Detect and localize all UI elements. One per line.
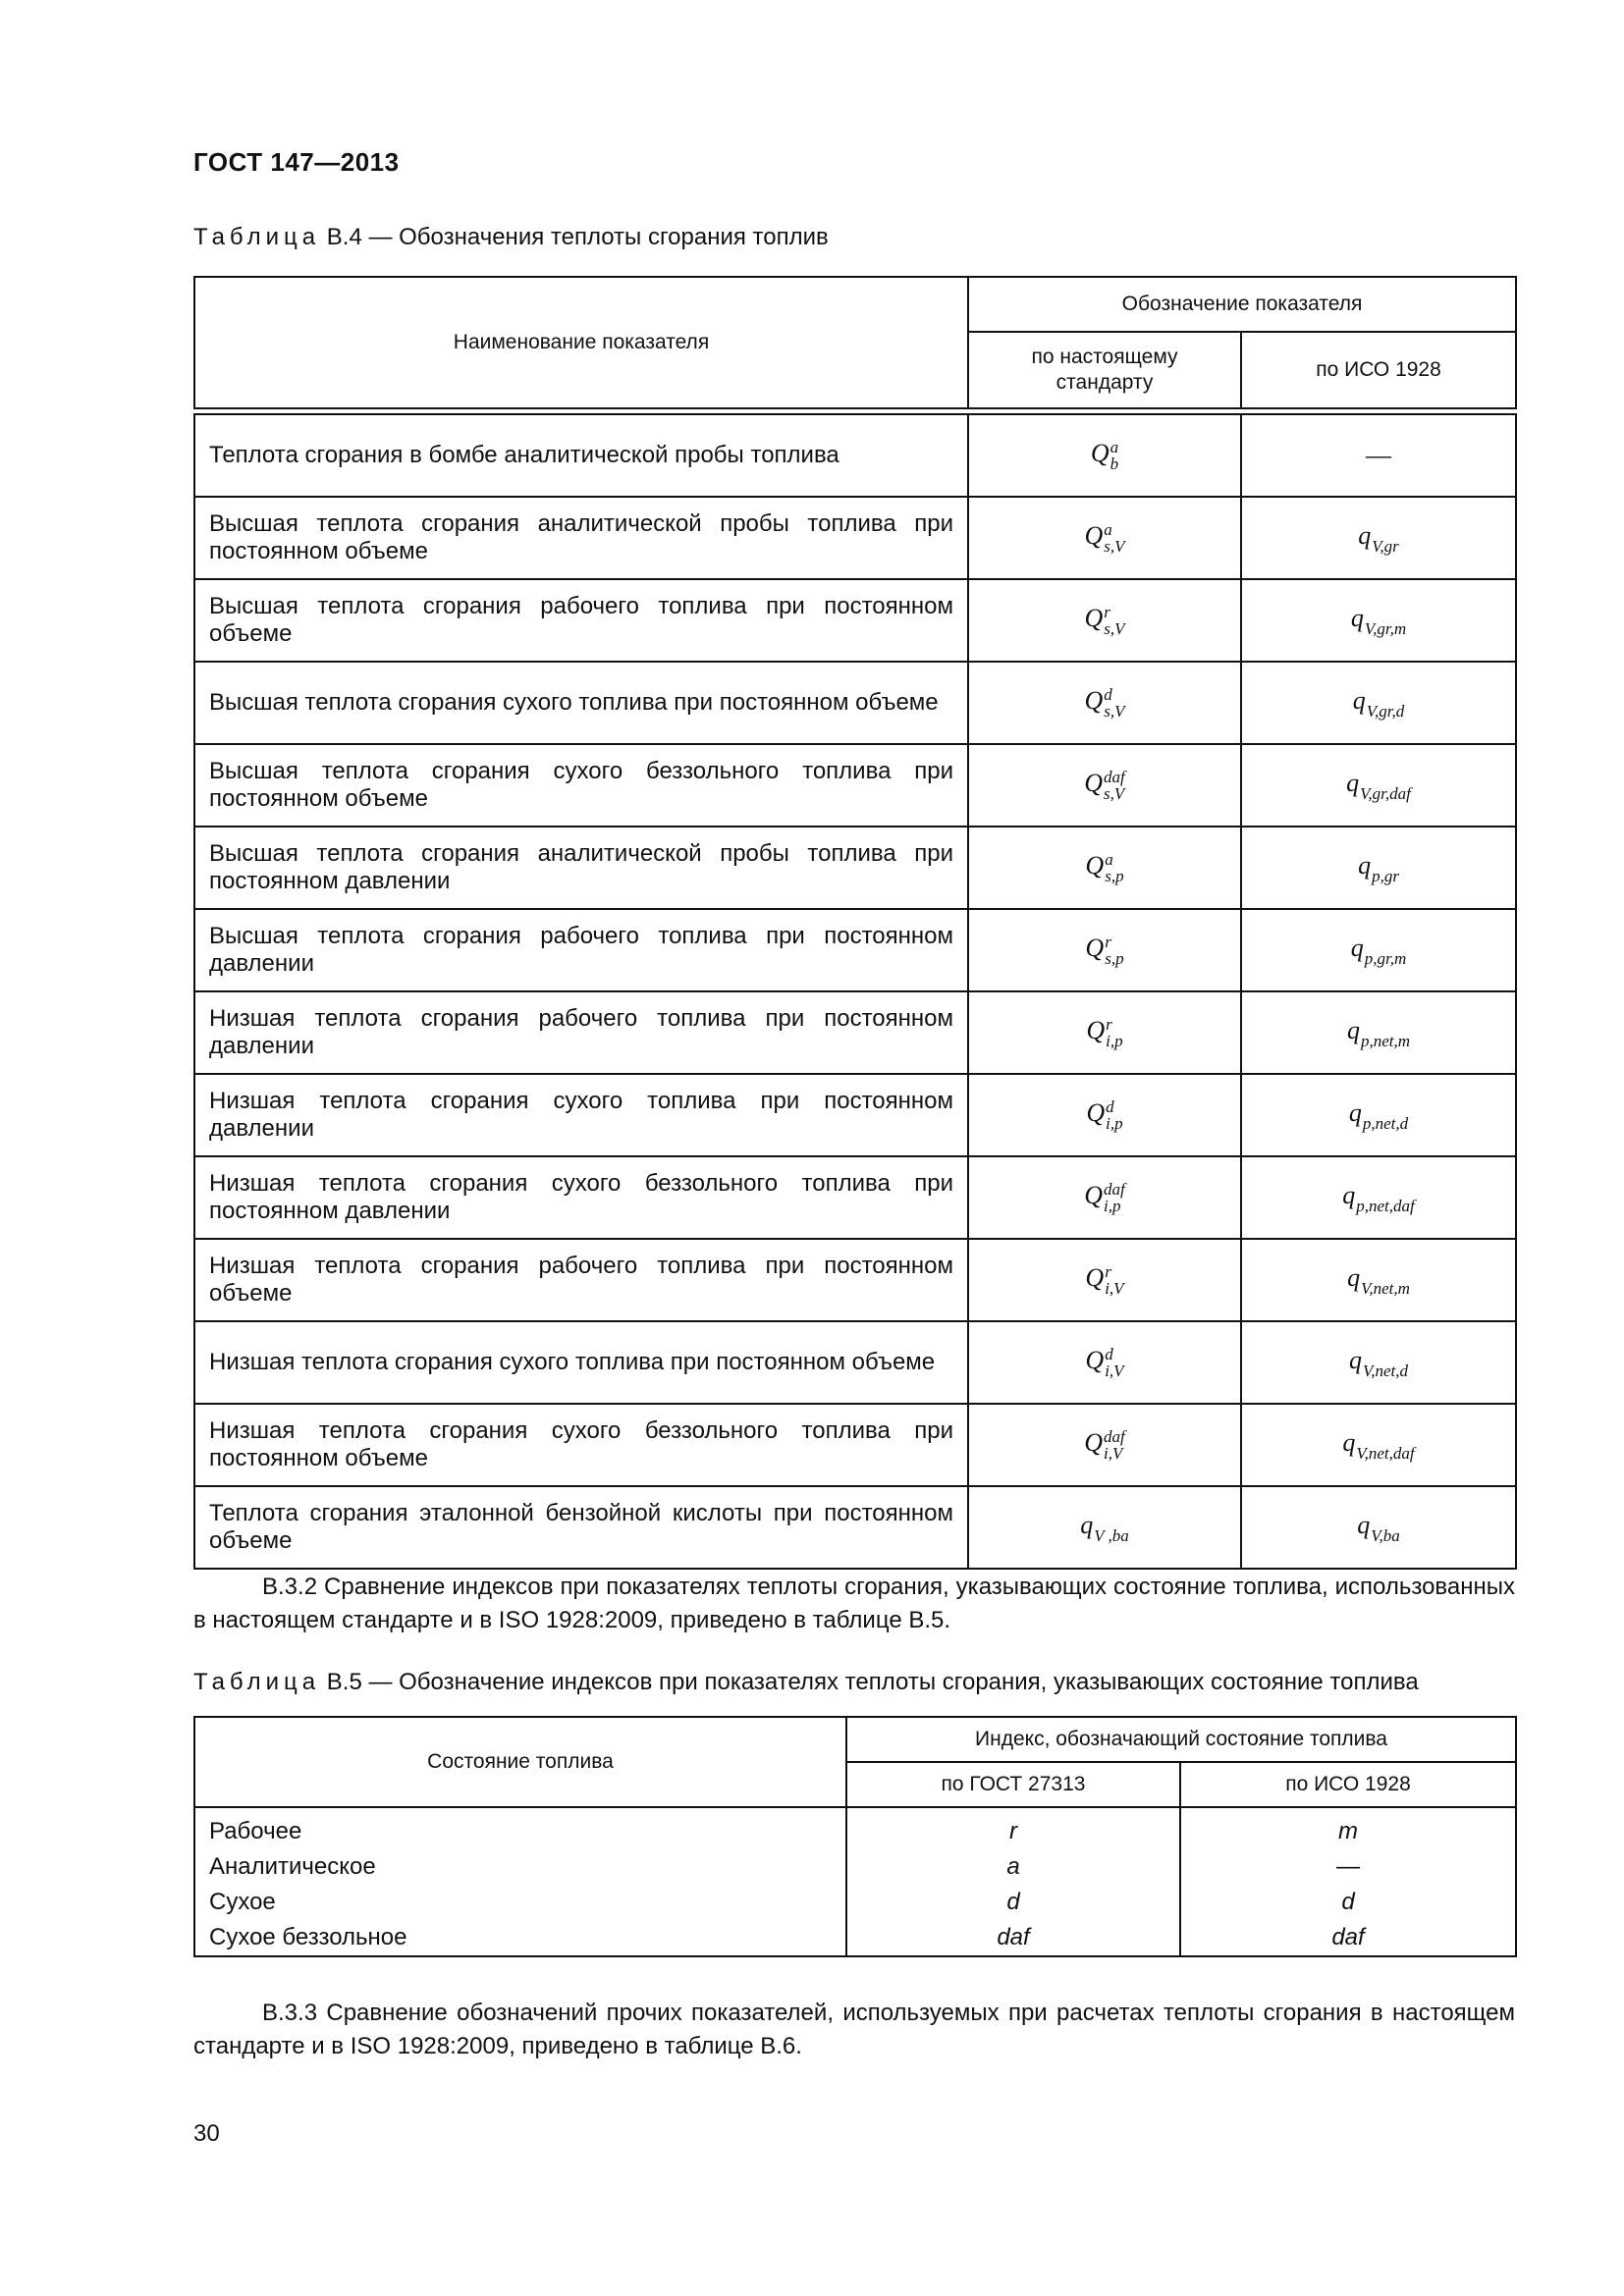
table4-cell-name: Высшая теплота сгорания сухого беззольного топлива при постоянном объеме [194, 744, 968, 827]
table5-cell-iso: d [1180, 1885, 1516, 1920]
table5-cell-state: Сухое беззольное [194, 1920, 846, 1956]
table4-row [194, 991, 1516, 1074]
table4-cell-name: Теплота сгорания эталонной бензойной кислоты при постоянном объеме [194, 1486, 968, 1569]
symbol-indices [1105, 1346, 1123, 1379]
symbol-base: Q [1086, 1097, 1106, 1127]
symbol-subscript: s,p [1105, 949, 1124, 968]
symbol-indices [1105, 1263, 1123, 1297]
table4-cell-name: Высшая теплота сгорания сухого топлива при постоянном объеме [194, 662, 968, 744]
table4-cell-symbol [968, 1156, 1241, 1239]
table4-cell-iso [1241, 579, 1516, 662]
table-b4 [193, 276, 1517, 1570]
iso-symbol-base: q [1350, 603, 1364, 632]
symbol-subscript: i,p [1106, 1114, 1123, 1133]
iso-symbol-indices [1372, 868, 1399, 884]
table4-row [194, 827, 1516, 909]
table5-header-gost: по ГОСТ 27313 [846, 1762, 1180, 1807]
table5-cell-iso: — [1180, 1849, 1516, 1885]
table4-cell-name: Низшая теплота сгорания сухого топлива при постоянном объеме [194, 1321, 968, 1404]
table4-cell-iso [1241, 991, 1516, 1074]
table4-cell-iso [1241, 662, 1516, 744]
table5-caption [193, 1669, 1419, 1696]
symbol-base: Q [1084, 1180, 1104, 1209]
iso-symbol-base: q [1342, 1180, 1356, 1209]
symbol-subscript: s,V [1104, 702, 1125, 721]
table4-cell-symbol [968, 991, 1241, 1074]
iso-symbol-subscript: p,net,d [1362, 1113, 1409, 1133]
symbol-subscript: s,V [1104, 619, 1125, 638]
symbol-indices [1104, 686, 1124, 720]
table4-cell-iso [1241, 1074, 1516, 1156]
table5-row [194, 1807, 1516, 1849]
table4-caption-prefix: Таблица [193, 224, 321, 250]
table4-row [194, 1156, 1516, 1239]
table4-cell-iso [1241, 827, 1516, 909]
table5-caption-text: В.5 — Обозначение индексов при показателях теплоты сгорания, указывающих состояние топлива [320, 1669, 1419, 1695]
table4-cell-name: Низшая теплота сгорания сухого беззольного топлива при постоянном объеме [194, 1404, 968, 1486]
symbol-subscript: s,p [1105, 867, 1124, 885]
symbol-base: Q [1085, 1345, 1105, 1374]
iso-symbol-subscript: p,gr,m [1364, 948, 1407, 968]
table4-cell-iso [1241, 1239, 1516, 1321]
symbol-base: Q [1085, 1262, 1105, 1292]
table4-cell-iso [1241, 1486, 1516, 1569]
iso-symbol-base: q [1349, 1345, 1363, 1374]
symbol-superscript: a [1104, 520, 1112, 539]
table5-cell-gost: a [846, 1849, 1180, 1885]
symbol-superscript: r [1106, 1015, 1112, 1034]
symbol-superscript: daf [1104, 768, 1125, 786]
table4-row [194, 744, 1516, 827]
table4-caption-text: В.4 — Обозначения теплоты сгорания топлив [320, 224, 829, 250]
symbol-subscript: s,V [1104, 784, 1125, 803]
paragraph-b33: В.3.3 Сравнение обозначений прочих показателей, используемых при расчетах теплоты сгорания в настоящем стандарте и в ISO 1928:2009, приведено в таблице В.6. [193, 2000, 1515, 2059]
table4-row [194, 1074, 1516, 1156]
standard-code: ГОСТ 147—2013 [193, 147, 400, 177]
table5-caption-prefix: Таблица [193, 1669, 321, 1695]
table5-cell-state: Аналитическое [194, 1849, 846, 1885]
table4-cell-name: Низшая теплота сгорания сухого беззольного топлива при постоянном давлении [194, 1156, 968, 1239]
symbol-superscript: a [1110, 438, 1119, 456]
iso-symbol-indices [1363, 1362, 1408, 1379]
iso-symbol-indices [1365, 950, 1407, 967]
iso-symbol-indices [1361, 1280, 1410, 1297]
symbol-superscript: r [1104, 603, 1110, 621]
symbol-base: Q [1084, 685, 1104, 715]
table4-header-iso: по ИСО 1928 [1241, 332, 1516, 408]
iso-symbol-base: q [1350, 933, 1364, 962]
symbol-superscript: r [1105, 933, 1111, 951]
table4-cell-symbol [968, 909, 1241, 991]
table4-cell-name: Высшая теплота сгорания рабочего топлива при постоянном объеме [194, 579, 968, 662]
symbol-subscript: s,V [1104, 537, 1125, 556]
table5-row [194, 1849, 1516, 1885]
table4-cell-symbol [968, 579, 1241, 662]
symbol-indices [1106, 1016, 1122, 1049]
iso-symbol-indices [1371, 1527, 1399, 1544]
iso-symbol-base: q [1358, 850, 1372, 880]
table4-cell-name: Низшая теплота сгорания рабочего топлива при постоянном давлении [194, 991, 968, 1074]
symbol-superscript: daf [1104, 1427, 1125, 1446]
symbol-subscript: i,p [1104, 1197, 1121, 1215]
iso-symbol-indices [1360, 785, 1411, 802]
symbol-base: Q [1090, 438, 1110, 467]
table4-cell-symbol [968, 414, 1241, 497]
table4-cell-name: Высшая теплота сгорания аналитической пробы топлива при постоянном объеме [194, 497, 968, 579]
iso-symbol-indices [1363, 1115, 1408, 1132]
table4-row [194, 579, 1516, 662]
table4-caption [193, 224, 829, 251]
symbol-indices [1104, 1428, 1125, 1462]
iso-symbol-subscript: V,gr,m [1364, 618, 1407, 638]
iso-symbol-subscript: V,net,m [1361, 1278, 1410, 1298]
table4-cell-iso [1241, 744, 1516, 827]
table4-cell-name: Низшая теплота сгорания сухого топлива при постоянном давлении [194, 1074, 968, 1156]
symbol-superscript: d [1105, 1345, 1113, 1363]
symbol-indices [1105, 851, 1123, 884]
iso-symbol-base: q [1347, 1262, 1361, 1292]
table4-row [194, 1321, 1516, 1404]
table5-cell-state: Рабочее [194, 1807, 846, 1849]
table4-row [194, 1486, 1516, 1569]
table4-header-group: Обозначение показателя [968, 277, 1516, 332]
iso-symbol-indices [1356, 1198, 1415, 1214]
iso-symbol-base: q [1346, 768, 1360, 797]
table4-cell-symbol [968, 1404, 1241, 1486]
table4-body [194, 414, 1516, 1569]
table5-cell-gost: r [846, 1807, 1180, 1849]
table4-header-this-standard: по настоящему стандарту [968, 332, 1241, 408]
table4-cell-symbol [968, 744, 1241, 827]
symbol-superscript: a [1105, 850, 1113, 869]
table4-cell-symbol [968, 1074, 1241, 1156]
table4-cell-name: Низшая теплота сгорания рабочего топлива при постоянном объеме [194, 1239, 968, 1321]
table-b5 [193, 1716, 1517, 1957]
iso-symbol-subscript: p,gr [1372, 866, 1399, 885]
symbol-indices [1104, 1181, 1125, 1214]
iso-symbol-subscript: V,net,daf [1356, 1443, 1415, 1463]
symbol-subscript: b [1110, 454, 1119, 473]
table4-cell-iso [1241, 1404, 1516, 1486]
table5-row [194, 1920, 1516, 1956]
iso-symbol-subscript: V,net,d [1363, 1361, 1408, 1380]
symbol-indices [1104, 769, 1125, 802]
table4-row [194, 497, 1516, 579]
iso-symbol-indices [1356, 1445, 1414, 1462]
symbol-subscript: i,p [1106, 1032, 1123, 1050]
table4-cell-iso [1241, 414, 1516, 497]
symbol-base: Q [1085, 850, 1105, 880]
iso-symbol-subscript: V,ba [1371, 1525, 1400, 1545]
symbol-subscript: V ,ba [1094, 1525, 1129, 1545]
symbol-base: Q [1085, 933, 1105, 962]
table4-cell-iso [1241, 497, 1516, 579]
symbol-indices [1094, 1527, 1129, 1544]
table5-cell-iso: daf [1180, 1920, 1516, 1956]
table4-row [194, 414, 1516, 497]
table4-cell-iso [1241, 909, 1516, 991]
iso-symbol-indices [1361, 1033, 1410, 1049]
table4-row [194, 909, 1516, 991]
symbol-indices [1104, 604, 1124, 637]
symbol-superscript: d [1106, 1097, 1114, 1116]
symbol-superscript: r [1105, 1262, 1111, 1281]
iso-symbol-subscript: V,gr [1372, 536, 1399, 556]
iso-symbol-subscript: V,gr,daf [1360, 783, 1411, 803]
symbol-indices [1106, 1098, 1122, 1132]
table4-cell-name: Высшая теплота сгорания рабочего топлива при постоянном давлении [194, 909, 968, 991]
table5-header-state: Состояние топлива [194, 1717, 846, 1807]
table5-cell-state: Сухое [194, 1885, 846, 1920]
table5-header-group: Индекс, обозначающий состояние топлива [846, 1717, 1516, 1762]
table4-cell-symbol [968, 497, 1241, 579]
symbol-superscript: d [1104, 685, 1112, 704]
iso-symbol-indices [1367, 703, 1404, 720]
table4-cell-symbol [968, 827, 1241, 909]
table4-cell-symbol [968, 1321, 1241, 1404]
table4-cell-iso [1241, 1156, 1516, 1239]
table5-body [194, 1807, 1516, 1956]
symbol-base: Q [1084, 520, 1104, 550]
iso-symbol-base: q [1348, 1097, 1362, 1127]
iso-symbol-subscript: V,gr,d [1366, 701, 1405, 721]
table5-cell-iso: m [1180, 1807, 1516, 1849]
iso-symbol-base: q [1342, 1427, 1356, 1457]
iso-symbol-base: q [1352, 685, 1366, 715]
symbol-base: Q [1084, 1427, 1104, 1457]
symbol-superscript: daf [1104, 1180, 1125, 1199]
table4-cell-name: Высшая теплота сгорания аналитической пробы топлива при постоянном давлении [194, 827, 968, 909]
table5-cell-gost: d [846, 1885, 1180, 1920]
iso-symbol-base: q [1346, 1015, 1360, 1044]
table5-cell-gost: daf [846, 1920, 1180, 1956]
table4-cell-symbol [968, 1239, 1241, 1321]
symbol-base: Q [1086, 1015, 1106, 1044]
symbol-base: Q [1084, 768, 1104, 797]
table4-row [194, 1239, 1516, 1321]
iso-symbol-indices [1365, 620, 1406, 637]
symbol-indices [1104, 521, 1124, 555]
symbol-base: q [1080, 1510, 1094, 1539]
table5-header-iso: по ИСО 1928 [1180, 1762, 1516, 1807]
symbol-indices [1110, 439, 1119, 472]
table4-cell-symbol [968, 1486, 1241, 1569]
symbol-subscript: i,V [1105, 1279, 1124, 1298]
iso-symbol-subscript: p,net,m [1360, 1031, 1411, 1050]
iso-symbol-subscript: p,net,daf [1356, 1196, 1415, 1215]
table5-row [194, 1885, 1516, 1920]
paragraph-b32: В.3.2 Сравнение индексов при показателях теплоты сгорания, указывающих состояние топлива, использованных в настоящем стандарте и в ISO 1928:2009, приведено в таблице В.5. [193, 1574, 1515, 1633]
table4-cell-name: Теплота сгорания в бомбе аналитической пробы топлива [194, 414, 968, 497]
table4-header-name: Наименование показателя [194, 277, 968, 408]
iso-dash: — [1366, 441, 1391, 469]
symbol-indices [1105, 934, 1123, 967]
symbol-base: Q [1084, 603, 1104, 632]
table4-row [194, 1404, 1516, 1486]
table4-cell-symbol [968, 662, 1241, 744]
iso-symbol-base: q [1358, 520, 1372, 550]
iso-symbol-base: q [1357, 1510, 1371, 1539]
page-number: 30 [193, 2120, 220, 2147]
symbol-subscript: i,V [1104, 1444, 1123, 1463]
iso-symbol-indices [1372, 538, 1399, 555]
table4-cell-iso [1241, 1321, 1516, 1404]
symbol-subscript: i,V [1105, 1362, 1124, 1380]
table4-row [194, 662, 1516, 744]
